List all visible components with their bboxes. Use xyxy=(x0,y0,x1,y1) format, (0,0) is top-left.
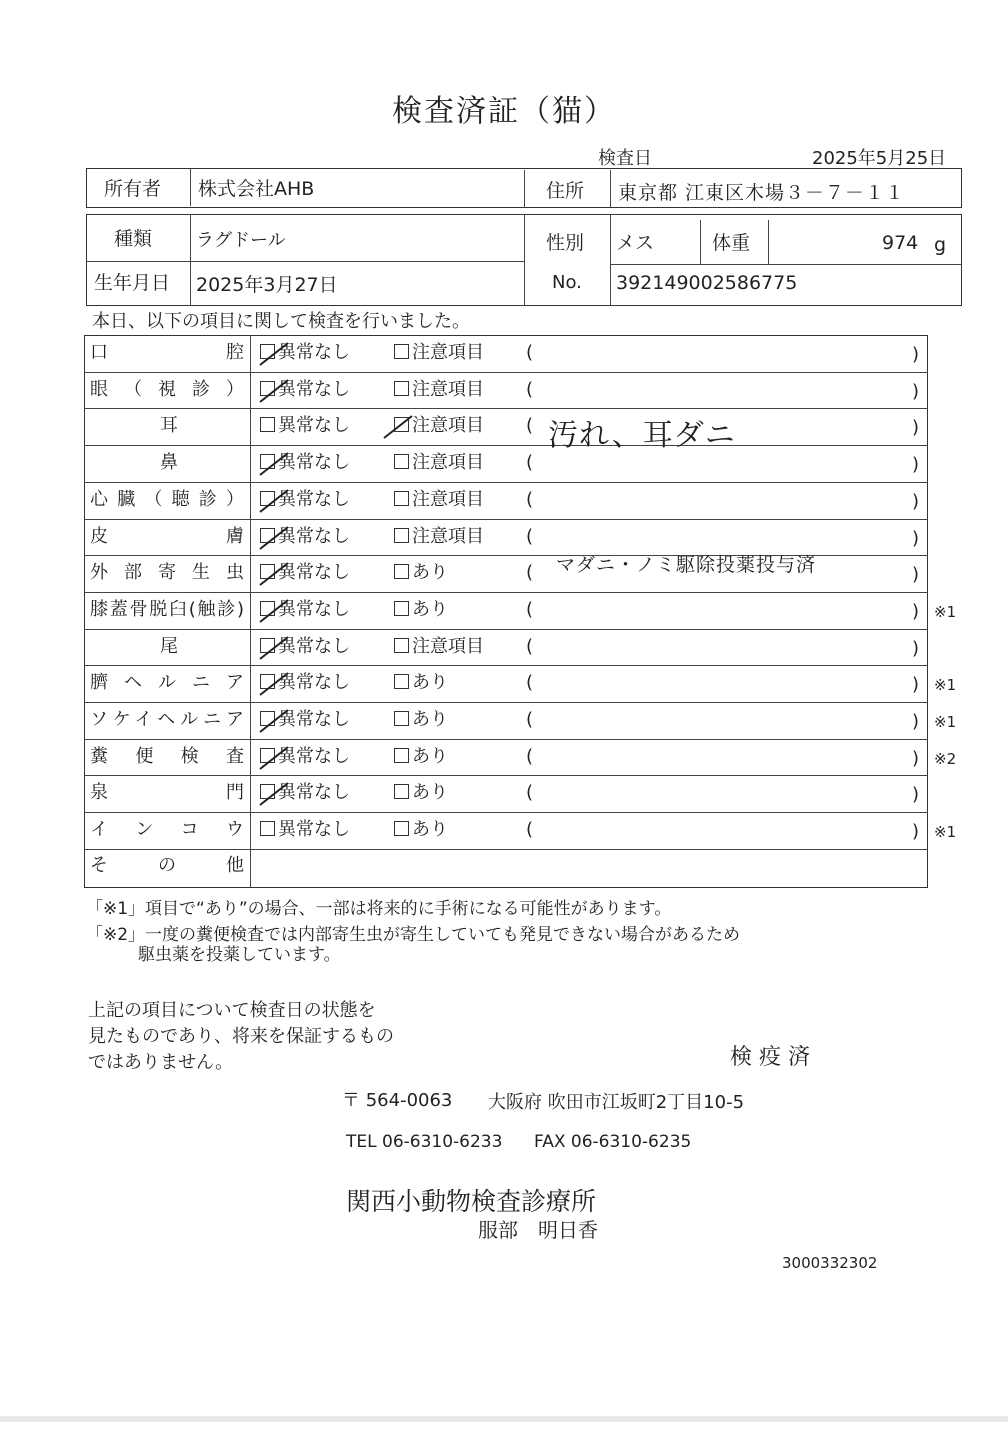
close-paren: ) xyxy=(912,344,920,365)
attention-checkbox[interactable] xyxy=(394,629,484,665)
checkbox-icon xyxy=(394,381,409,396)
footnote-2b: 駆虫薬を投薬しています。 xyxy=(138,945,341,965)
option-label: 異常なし xyxy=(278,709,350,730)
footnote-1: 「※1」項目で“あり”の場合、一部は将来的に手術になる可能性があります。 xyxy=(86,899,672,919)
option-label: あり xyxy=(412,782,448,804)
option-label: 異常なし xyxy=(278,635,350,657)
clinic-fax: FAX 06-6310-6235 xyxy=(534,1132,692,1152)
row-label: インコウ xyxy=(90,819,244,841)
checkbox-icon xyxy=(394,601,409,616)
check-mark-icon xyxy=(258,376,298,406)
address-label: 住所 xyxy=(546,180,585,202)
sex: メス xyxy=(616,232,655,254)
option-label: 異常なし xyxy=(278,525,350,547)
option-label: 注意項目 xyxy=(412,415,484,437)
exam-date-label: 検査日 xyxy=(598,148,652,169)
open-paren: ( xyxy=(526,635,534,657)
option-label: 注意項目 xyxy=(412,452,484,474)
exam-date: 2025年5月25日 xyxy=(812,148,947,169)
birth-label: 生年月日 xyxy=(94,272,171,294)
row-label: 皮膚 xyxy=(90,525,244,547)
option-label: あり xyxy=(412,819,448,841)
checkbox-icon xyxy=(394,638,409,653)
open-paren: ( xyxy=(526,562,534,584)
checkbox-icon xyxy=(260,417,275,432)
doctor-name: 服部 明日香 xyxy=(478,1218,598,1242)
check-mark-icon xyxy=(258,486,298,516)
option-label: あり xyxy=(412,562,448,584)
close-paren: ) xyxy=(912,674,920,696)
option-label: 異常なし xyxy=(278,672,350,694)
option-label: あり xyxy=(412,709,448,730)
option-label: 異常なし xyxy=(278,598,350,620)
checkbox-icon xyxy=(260,821,275,836)
document-title: 検査済証（猫） xyxy=(392,94,616,129)
row-label: 心臓（聴診） xyxy=(90,488,244,510)
row-label: 泉門 xyxy=(90,782,244,804)
attention-checkbox[interactable] xyxy=(394,775,448,811)
check-mark-icon xyxy=(258,523,298,553)
close-paren: ) xyxy=(912,564,920,586)
normal-checkbox[interactable] xyxy=(260,812,350,848)
attention-checkbox[interactable] xyxy=(394,665,448,701)
open-paren: ( xyxy=(526,525,534,547)
footnote-mark: ※2 xyxy=(934,749,957,768)
open-paren: ( xyxy=(526,709,534,730)
close-paren: ) xyxy=(912,747,920,769)
close-paren: ) xyxy=(912,527,920,549)
close-paren: ) xyxy=(912,637,920,659)
check-mark-icon xyxy=(258,669,298,699)
checkbox-icon xyxy=(394,344,409,359)
checkbox-icon xyxy=(394,821,409,836)
row-label: 糞便検査 xyxy=(90,745,244,767)
check-mark-icon xyxy=(258,596,298,626)
checkbox-icon xyxy=(394,528,409,543)
open-paren: ( xyxy=(526,415,534,437)
owner-label: 所有者 xyxy=(104,178,162,200)
check-mark-icon xyxy=(258,633,298,663)
option-label: あり xyxy=(412,672,448,694)
attention-checkbox[interactable] xyxy=(394,812,448,848)
checkbox-icon xyxy=(394,564,409,579)
check-mark-icon xyxy=(258,449,298,479)
option-label: 注意項目 xyxy=(412,635,484,657)
open-paren: ( xyxy=(526,452,534,474)
option-label: 注意項目 xyxy=(412,488,484,510)
parasite-treatment-note: マダニ・ノミ駆除投薬投与済 xyxy=(556,554,817,576)
attention-checkbox[interactable] xyxy=(394,445,484,481)
checkbox-icon xyxy=(394,784,409,799)
footnote-mark: ※1 xyxy=(934,602,957,621)
open-paren: ( xyxy=(526,819,534,841)
option-label: あり xyxy=(412,745,448,767)
checkbox-icon xyxy=(394,674,409,689)
option-label: 異常なし xyxy=(278,819,350,841)
check-mark-icon xyxy=(258,339,298,369)
address: 東京都 江東区木場３－７－１１ xyxy=(618,182,906,204)
option-label: 異常なし xyxy=(278,745,350,767)
row-label: 膝蓋骨脱臼(触診) xyxy=(90,598,244,620)
other-label: その他 xyxy=(90,855,244,876)
weight-value: 974 xyxy=(882,232,919,254)
attention-checkbox[interactable] xyxy=(394,702,448,738)
attention-checkbox[interactable] xyxy=(394,555,448,591)
clinic-tel: TEL 06-6310-6233 xyxy=(346,1132,503,1152)
quarantine-stamp: 検 疫 済 xyxy=(730,1045,810,1070)
close-paren: ) xyxy=(912,417,920,439)
open-paren: ( xyxy=(526,745,534,767)
ear-handwritten-note: 汚れ、耳ダニ xyxy=(548,418,736,453)
footnote-mark: ※1 xyxy=(934,676,957,695)
option-label: あり xyxy=(412,598,448,620)
row-label: 耳 xyxy=(160,415,178,437)
no-label: No. xyxy=(552,272,582,293)
footnote-mark: ※1 xyxy=(934,713,957,731)
checkbox-icon xyxy=(394,748,409,763)
open-paren: ( xyxy=(526,672,534,694)
postal-code: 〒 564-0063 xyxy=(342,1090,453,1111)
document-number: 3000332302 xyxy=(782,1254,878,1272)
close-paren: ) xyxy=(912,490,920,512)
row-label: 鼻 xyxy=(160,452,178,474)
attention-checkbox[interactable] xyxy=(394,372,484,408)
close-paren: ) xyxy=(912,380,920,402)
normal-checkbox[interactable] xyxy=(260,408,350,444)
owner-name: 株式会社AHB xyxy=(198,178,315,200)
check-mark-icon xyxy=(382,412,422,442)
row-label: 臍ヘルニア xyxy=(90,672,244,694)
microchip-no: 392149002586775 xyxy=(616,272,798,294)
option-label: 注意項目 xyxy=(412,525,484,547)
breed: ラグドール xyxy=(196,230,286,251)
row-label: 外部寄生虫 xyxy=(90,562,244,584)
open-paren: ( xyxy=(526,782,534,804)
check-mark-icon xyxy=(258,779,298,809)
close-paren: ) xyxy=(912,454,920,476)
option-label: 異常なし xyxy=(278,488,350,510)
disclaimer-line-2: 見たものであり、将来を保証するもの xyxy=(88,1026,394,1047)
checkbox-icon xyxy=(394,711,409,726)
row-label: 口腔 xyxy=(90,342,244,363)
close-paren: ) xyxy=(912,600,920,622)
option-label: 異常なし xyxy=(278,562,350,584)
open-paren: ( xyxy=(526,488,534,510)
row-label: 尾 xyxy=(160,635,178,657)
close-paren: ) xyxy=(912,711,920,732)
option-label: 異常なし xyxy=(278,452,350,474)
footnote-mark: ※1 xyxy=(934,823,957,842)
breed-label: 種類 xyxy=(114,228,153,250)
clinic-address: 大阪府 吹田市江坂町2丁目10-5 xyxy=(488,1092,745,1113)
attention-checkbox[interactable] xyxy=(394,482,484,518)
open-paren: ( xyxy=(526,598,534,620)
check-mark-icon xyxy=(258,559,298,589)
weight-label: 体重 xyxy=(712,232,751,254)
close-paren: ) xyxy=(912,821,920,843)
disclaimer-line-1: 上記の項目について検査日の状態を xyxy=(88,1000,376,1021)
option-label: 異常なし xyxy=(278,342,350,363)
open-paren: ( xyxy=(526,342,534,363)
disclaimer-line-3: ではありません。 xyxy=(88,1052,234,1073)
option-label: 注意項目 xyxy=(412,342,484,363)
close-paren: ) xyxy=(912,784,920,806)
sex-label: 性別 xyxy=(546,232,585,254)
option-label: 異常なし xyxy=(278,378,350,400)
check-mark-icon xyxy=(258,706,298,736)
attention-checkbox[interactable] xyxy=(394,592,448,628)
birth-date: 2025年3月27日 xyxy=(196,274,338,296)
option-label: 異常なし xyxy=(278,415,350,437)
row-label: 眼（視診） xyxy=(90,378,244,400)
checkbox-icon xyxy=(394,454,409,469)
attention-checkbox[interactable] xyxy=(394,335,484,371)
row-label: ソケイヘルニア xyxy=(90,709,244,730)
footnote-2a: 「※2」一度の糞便検査では内部寄生虫が寄生していても発見できない場合があるため xyxy=(86,925,741,945)
intro-text: 本日、以下の項目に関して検査を行いました。 xyxy=(92,311,470,332)
open-paren: ( xyxy=(526,378,534,400)
weight-unit: g xyxy=(934,234,947,256)
clinic-name: 関西小動物検査診療所 xyxy=(346,1187,597,1216)
attention-checkbox[interactable] xyxy=(394,519,484,555)
checkbox-icon xyxy=(394,491,409,506)
check-mark-icon xyxy=(258,743,298,773)
attention-checkbox[interactable] xyxy=(394,739,448,775)
option-label: 注意項目 xyxy=(412,378,484,400)
option-label: 異常なし xyxy=(278,782,350,804)
